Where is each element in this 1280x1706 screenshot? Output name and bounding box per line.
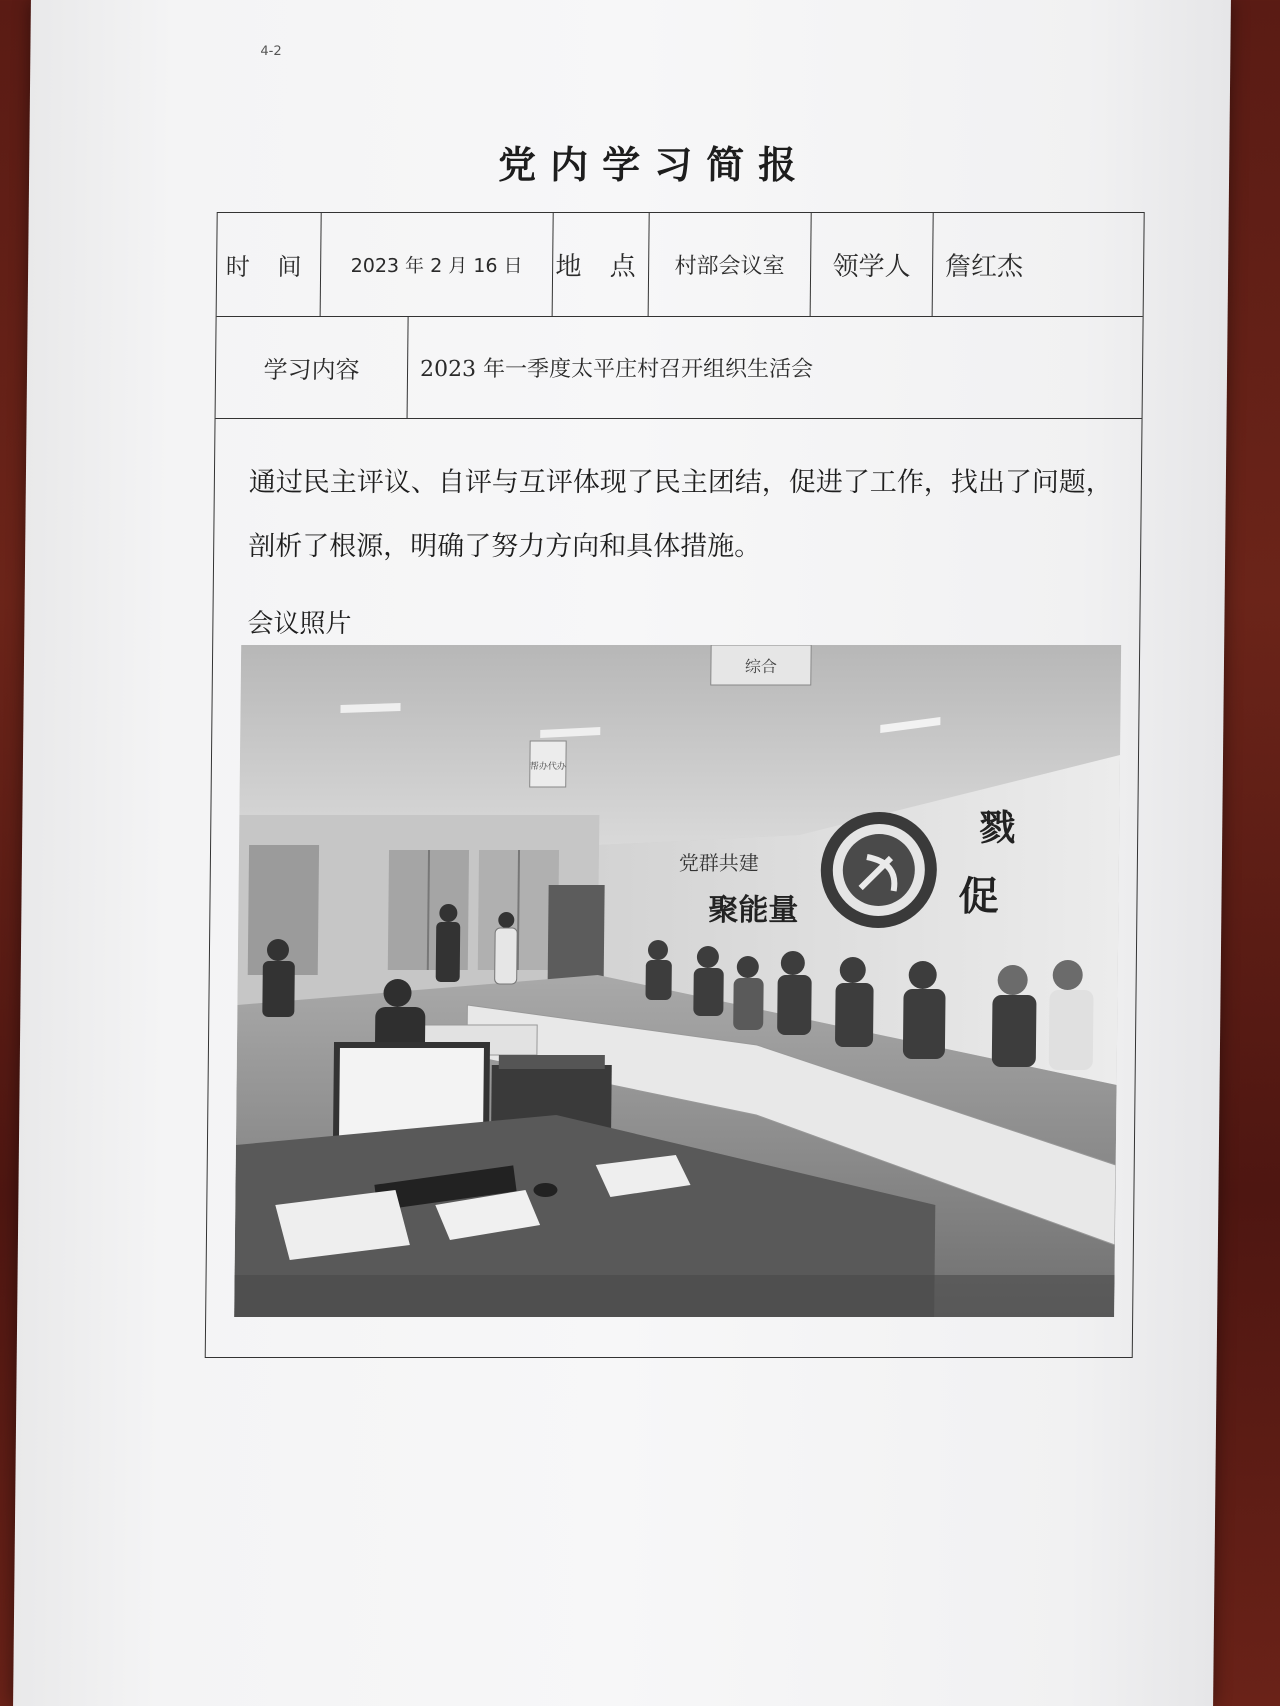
- time-label: 时 间: [217, 213, 322, 316]
- slogan-right-top: 戮: [979, 807, 1016, 849]
- content-label: 学习内容: [216, 317, 409, 418]
- location-value: 村部会议室: [649, 213, 812, 316]
- leader-label: 领学人: [811, 213, 934, 316]
- document-title: 党内学习简报: [497, 142, 811, 187]
- meeting-photo-illustration: [234, 645, 1121, 1317]
- page-number: 4-2: [260, 44, 282, 59]
- office-sign: [711, 645, 811, 685]
- sign-agency-text: 帮办代办: [529, 762, 566, 772]
- location-label: 地 点: [553, 213, 650, 316]
- slogan-left-bottom: 聚能量: [708, 893, 799, 928]
- agency-sign: [530, 741, 567, 787]
- sign-office-text: 综合: [744, 657, 778, 676]
- leader-value: 詹红杰: [944, 252, 1024, 282]
- meeting-photo: [234, 645, 1121, 1317]
- document-page: [13, 0, 1231, 1706]
- content-value: 2023 年一季度太平庄村召开组织生活会: [419, 357, 814, 382]
- slogan-left-top: 党群共建: [678, 851, 760, 875]
- slogan-right-bottom: 促: [958, 873, 999, 920]
- time-value: 2023 年 2 月 16 日: [321, 213, 554, 316]
- content-row: [216, 317, 1143, 419]
- briefing-table: [205, 212, 1145, 1358]
- info-row: [217, 213, 1144, 317]
- summary-text: 通过民主评议、自评与互评体现了民主团结，促进了工作，找出了问题，剖析了根源，明确了努力方向和具体措施。: [248, 467, 1114, 562]
- photo-caption: 会议照片: [247, 609, 352, 639]
